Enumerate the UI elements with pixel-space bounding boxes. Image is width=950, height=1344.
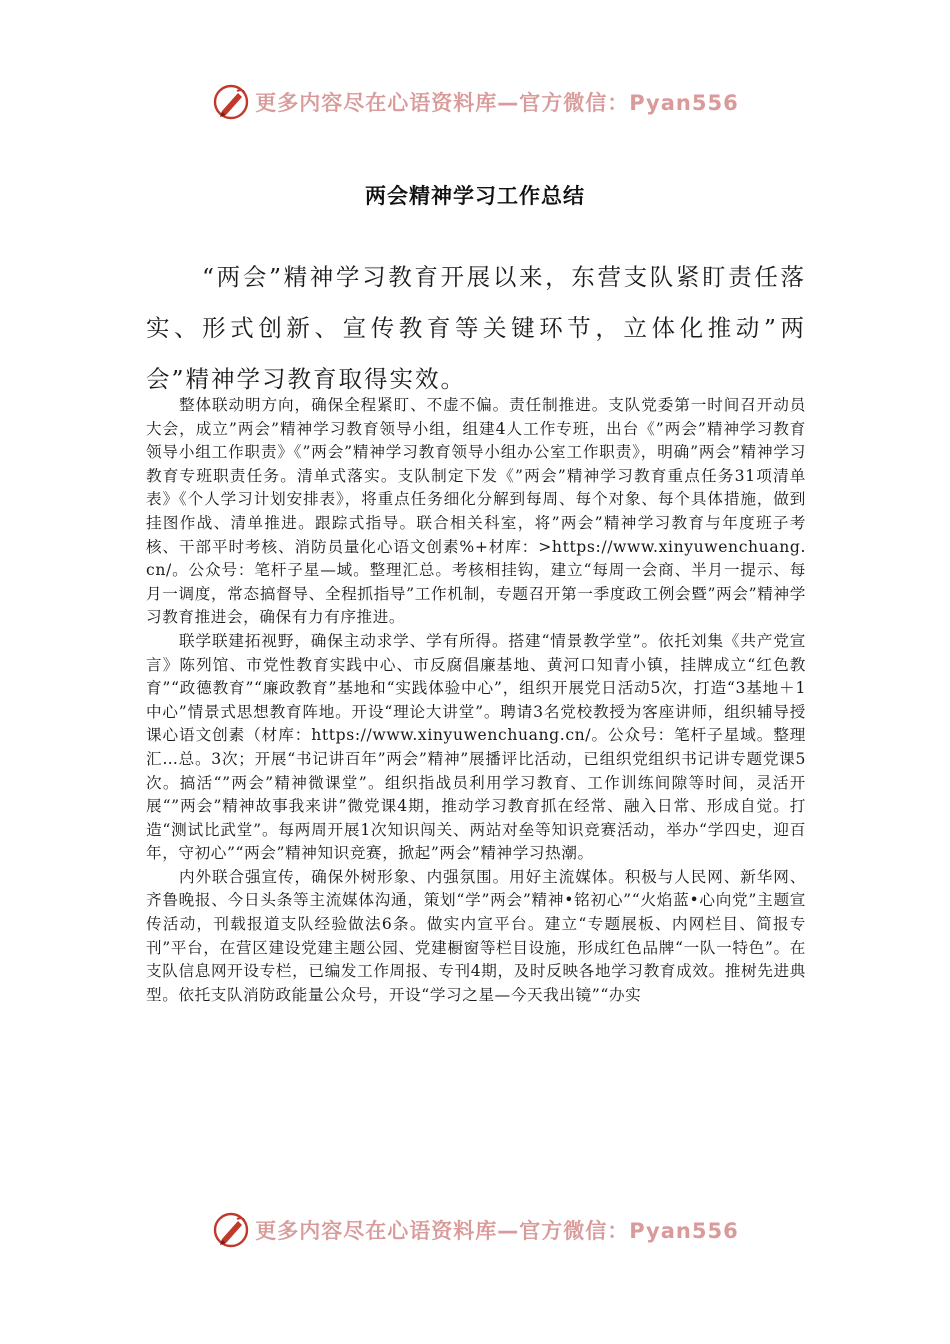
body-paragraph: 联学联建拓视野，确保主动求学、学有所得。搭建“情景教学堂”。依托刘集《共产党宣言》陈列馆、市党性教育实践中心、市反腐倡廉基地、黄河口知青小镇，挂牌成立“红色教育”“政德教育”“廉政教育”基地和“实践体验中心”，组织开展党日活动5次，打造“3基地＋1中心”情景式思想教育阵地。开设“理论大讲堂”。聘请3名党校教授为客座讲师，组织辅导授课心语文创素（材库：https://www.xinyuwenchuang.cn/。公众号：笔杆子星域。整理汇…总。3次；开展“书记讲百年”两会”精神”展播评比活动，已组织党组织书记讲专题党课5次。搞活“”两会”精神微课堂”。组织指战员利用学习教育、工作训练间隙等时间，灵活开展“”两会”精神故事我来讲”微党课4期，推动学习教育抓在经常、融入日常、形成自觉。打造“测试比武堂”。每两周开展1次知识闯关、两站对垒等知识竞赛活动，举办“学四史，迎百年，守初心”“两会”精神知识竞赛，掀起”两会”精神学习热潮。 [146,631,806,863]
banner-text: 更多内容尽在心语资料库—官方微信：Pyan556 [255,1219,739,1243]
footer-banner [0,1208,950,1252]
header-banner [0,80,950,124]
body-paragraph: 整体联动明方向，确保全程紧盯、不虚不偏。责任制推进。支队党委第一时间召开动员大会，成立”两会”精神学习教育领导小组，组建4人工作专班，出台《”两会”精神学习教育领导小组工作职责》《”两会”精神学习教育领导小组办公室工作职责》，明确”两会”精神学习教育专班职责任务。清单式落实。支队制定下发《”两会”精神学习教育重点任务31项清单表》《个人学习计划安排表》，将重点任务细化分解到每周、每个对象、每个具体措施，做到挂图作战、清单推进。跟踪式指导。联合相关科室，将”两会”精神学习教育与年度班子考核、干部平时考核、消防员量化心语文创素%+材库：>https://www.xinyuwenchuang.cn/。公众号：笔杆子星—域。整理汇总。考核相挂钩，建立“每周一会商、半月一提示、每月一调度，常态搞督导、全程抓指导”工作机制，专题召开第一季度政工例会暨”两会”精神学习教育推进会，确保有力有序推进。 [146,396,806,627]
intro-paragraph: “两会”精神学习教育开展以来，东营支队紧盯责任落实、形式创新、宣传教育等关键环节，立体化推动”两会”精神学习教育取得实效。 [146,263,806,393]
pen-logo-icon [211,82,251,122]
page-title: 两会精神学习工作总结 [365,184,585,208]
banner-text: 更多内容尽在心语资料库—官方微信：Pyan556 [255,91,739,115]
document-body [146,394,806,1007]
pen-logo-icon [211,1210,251,1250]
body-paragraph: 内外联合强宣传，确保外树形象、内强氛围。用好主流媒体。积极与人民网、新华网、齐鲁晚报、今日头条等主流媒体沟通，策划“学”两会”精神•铭初心”“火焰蓝•心向党”主题宣传活动，刊载报道支队经验做法6条。做实内宣平台。建立“专题展板、内网栏目、简报专刊”平台，在营区建设党建主题公园、党建橱窗等栏目设施，形成红色品牌“一队一特色”。在支队信息网开设专栏，已编发工作周报、专刊4期，及时反映各地学习教育成效。推树先进典型。依托支队消防政能量公众号，开设“学习之星—今天我出镜”“办实 [146,867,806,1004]
